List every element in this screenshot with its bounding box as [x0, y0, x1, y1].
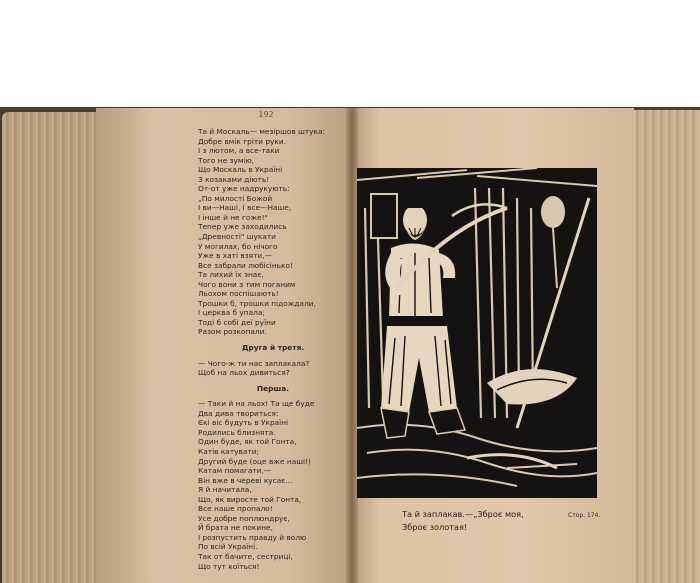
poem-line: Чого вони з тим поганим [198, 279, 296, 289]
poem-line: Все наше пропало! [198, 504, 273, 514]
poem-line: У могилах, бо нічого [198, 241, 278, 251]
poem-line: І розпустить правду й волю [198, 532, 307, 542]
poem-line: Що, як виросте той Гонта, [198, 494, 302, 504]
poem-line: — Чого-ж ти нас заплакала? [198, 358, 310, 368]
poem-line: По всій Україні. [198, 542, 258, 552]
section-heading: Перша. [256, 383, 290, 393]
poem-line: Трошки б, трошки підождали, [198, 298, 316, 308]
woodcut-drawing [357, 168, 597, 498]
poem-line: Що тут коїться! [198, 561, 260, 571]
page-reference: Стор. 174. [568, 512, 601, 519]
poem-line: Того не зумію, [198, 155, 255, 165]
poem-line: Льохом поспішають! [198, 289, 279, 299]
caption-line-1: Та й заплакав.—„Зброє моя, [402, 509, 524, 519]
poem-line: Родились близнята. [198, 427, 276, 437]
poem-line: Та лихий їх знає, [198, 270, 264, 280]
woodcut-illustration [357, 168, 597, 498]
poem-line: З козаками діють! [198, 174, 270, 184]
poem-line: Все забрали любісінько! [198, 260, 293, 270]
poem-line: Що Москаль в Україні [198, 165, 283, 175]
poem-line: Катів катувати; [198, 446, 259, 456]
poem-line: Й брата не покине, [198, 523, 273, 533]
poem-line: Один буде, як той Гонта, [198, 437, 297, 447]
caption-line-2: Зброє золотая! [402, 522, 468, 532]
right-page-edges [632, 110, 700, 583]
poem-line: Та й Москаль— мезіршов штука: [198, 127, 326, 136]
poem-line: Тепер уже заходились [198, 222, 287, 232]
poem-line: І інше й не гоже!" [198, 212, 268, 222]
poem-line: Щоб на льох дивиться? [198, 368, 290, 378]
poem-line: „По милості Божой [198, 193, 273, 203]
poem-line: От-от уже надрукують: [198, 184, 290, 194]
poem-line: „Древності" шукати [198, 232, 276, 242]
poem-line: Я й начитала, [198, 485, 252, 495]
poem-line: Єкі віс будуть в Україні [198, 418, 289, 428]
poem-line: Уже в хаті взяти,— [198, 251, 272, 261]
poem-line: І ви—Наші, і все—Наше, [198, 203, 292, 213]
poem-text [198, 127, 348, 571]
poem-line: І церква б упала; [198, 308, 265, 318]
poem-line: Катам помагати,— [198, 466, 272, 476]
poem-line: Тоді б собі деї руїни [198, 317, 276, 327]
poem-line: Разом розкопали. [198, 327, 267, 337]
poem-line: І з лютом, а все-таки [198, 146, 280, 156]
left-page-edges [2, 112, 98, 583]
poem-line: Два дива твориться: [198, 408, 279, 418]
page-number: 192 [258, 110, 274, 119]
page-stain [96, 108, 156, 583]
illustration-caption [402, 508, 542, 534]
poem-line: Добре вмік гріти руки. [198, 136, 287, 146]
poem-line: Він вже в череві кусає... [198, 475, 293, 485]
poem-line: — Таки й на льох! Та ще буде [198, 399, 315, 409]
poem-line: Усе добре поплюндрує, [198, 513, 290, 523]
section-heading: Друга й третя. [241, 343, 305, 353]
poem-line: Другий буде (оце вже нашi!) [198, 456, 311, 466]
poem-line: Так от бачите, сестриці, [198, 551, 293, 561]
